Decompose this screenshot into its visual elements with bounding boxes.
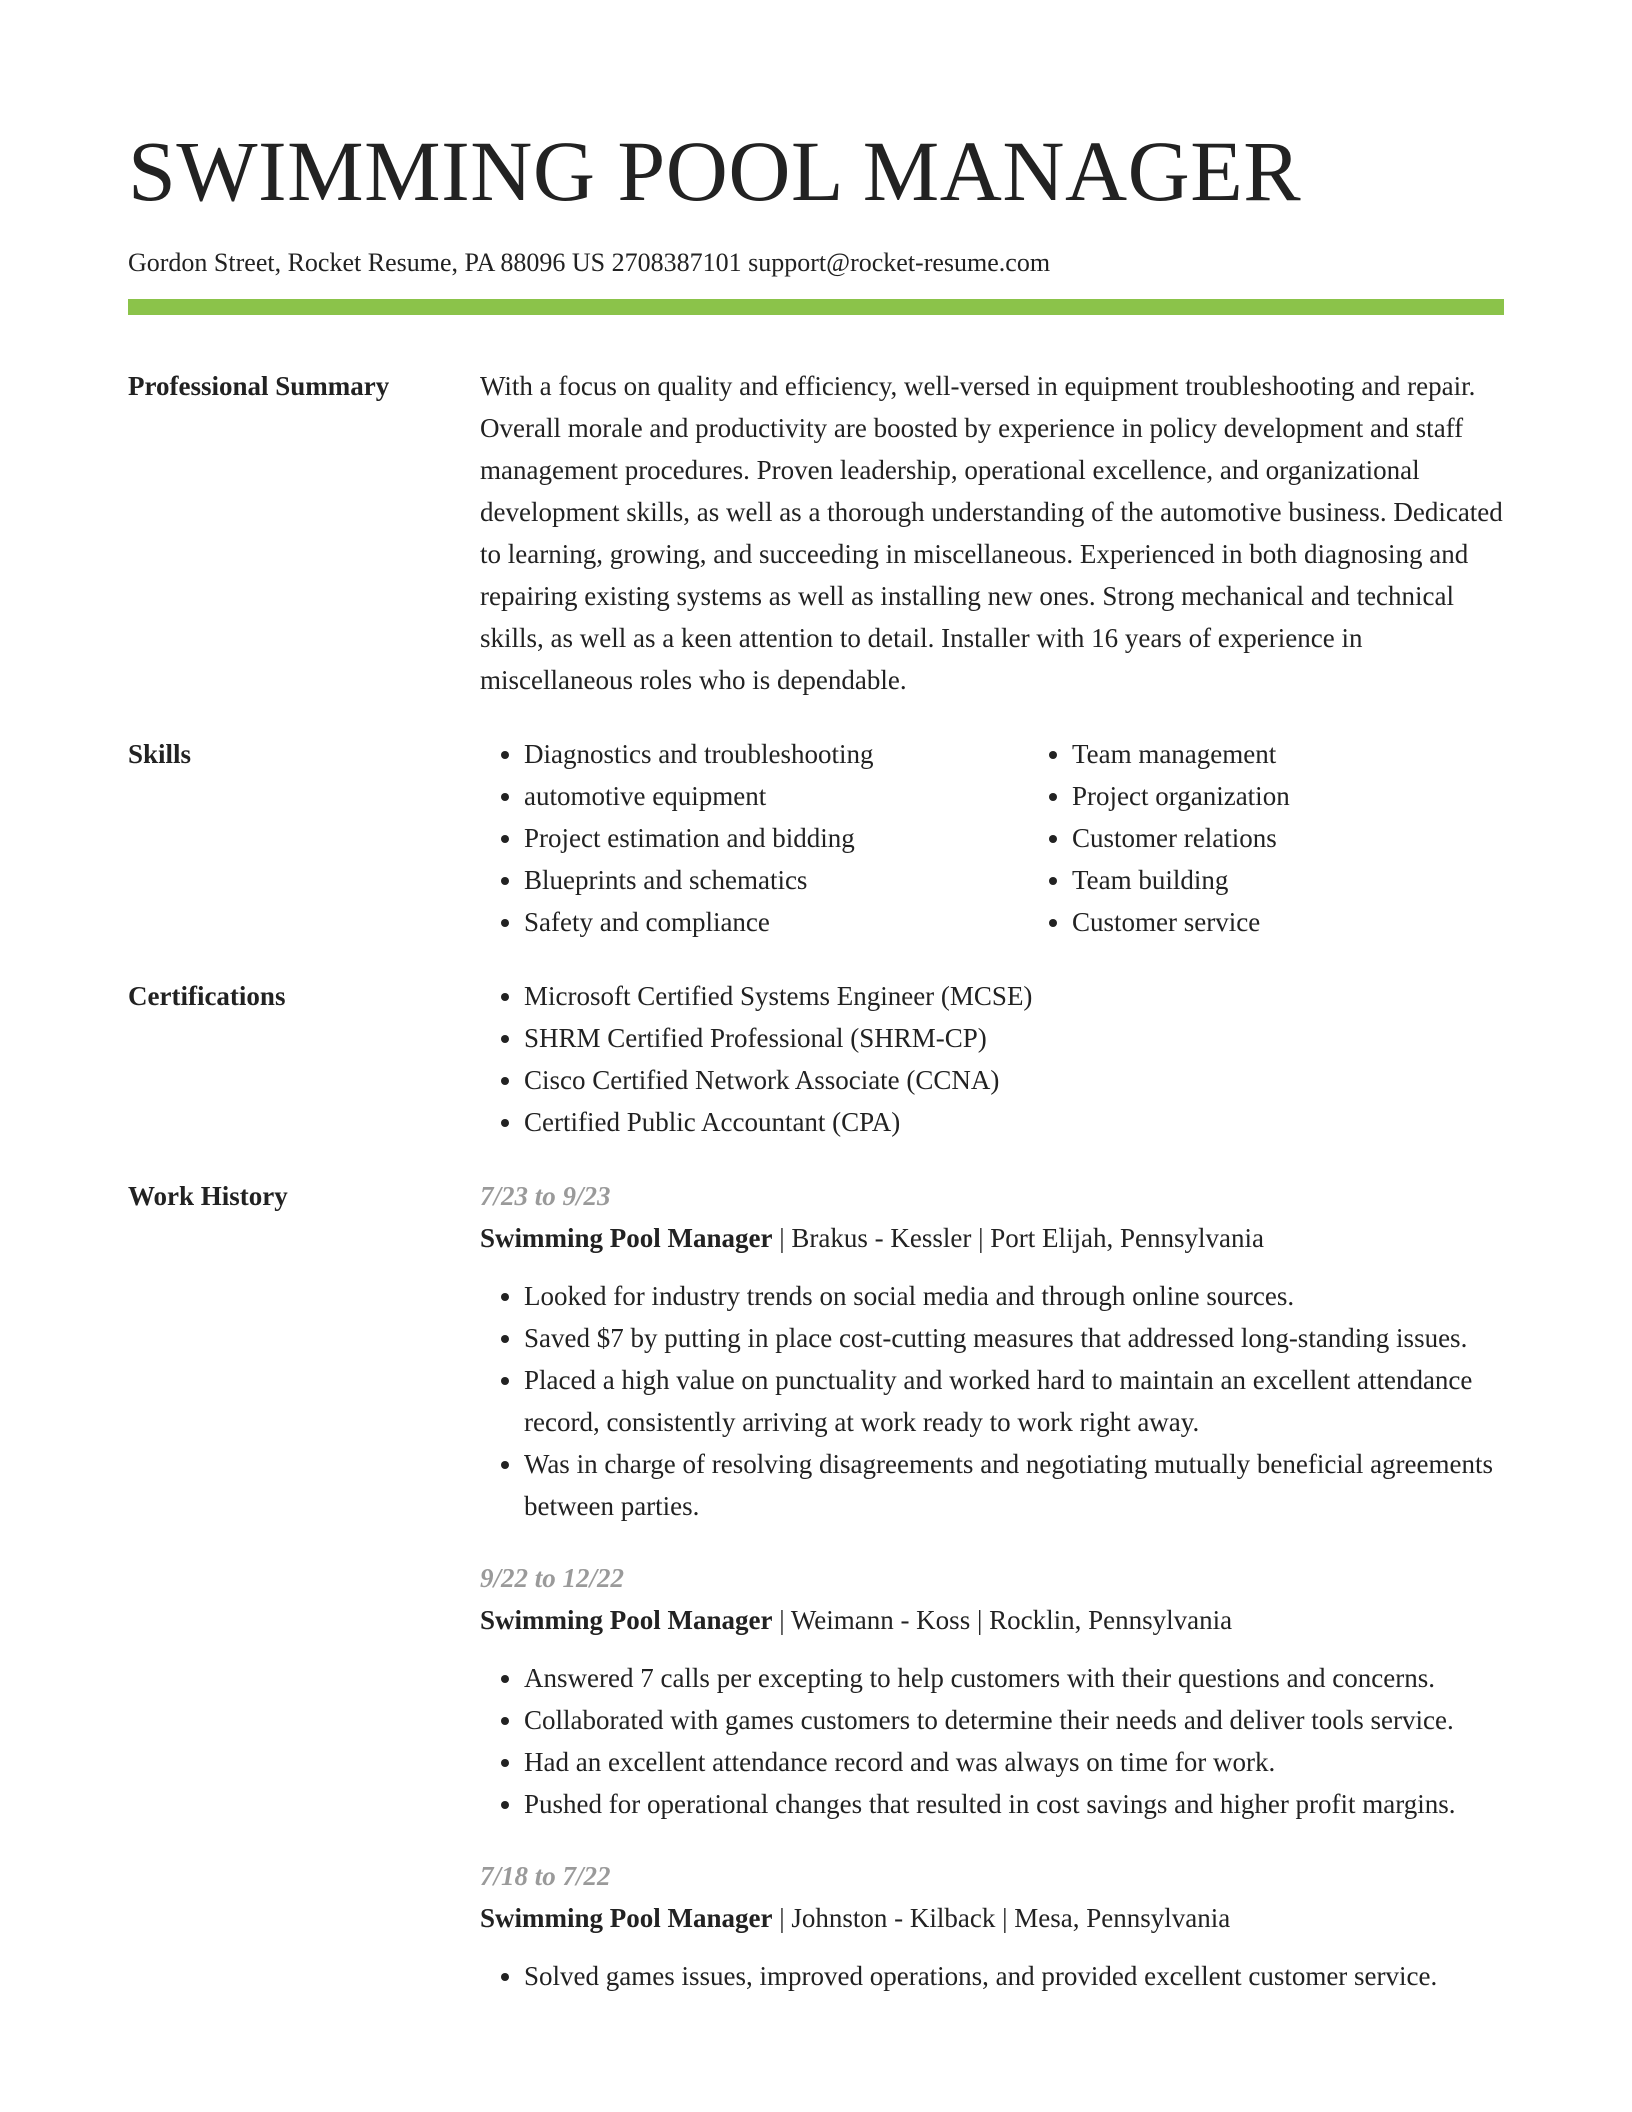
- job-dates: 7/18 to 7/22: [480, 1861, 611, 1891]
- skills-section: [128, 733, 1504, 943]
- work-history-section: [128, 1175, 1504, 2027]
- section-label-summary: Professional Summary: [128, 371, 390, 401]
- job-bullet: • Pushed for operational changes that resulted in cost savings and higher profit margins.: [524, 1783, 1504, 1825]
- job-title: Swimming Pool Manager: [480, 1903, 773, 1933]
- job-title: Swimming Pool Manager: [480, 1605, 773, 1635]
- certifications-section: [128, 975, 1504, 1143]
- job-dates: 7/23 to 9/23: [480, 1181, 611, 1211]
- job-heading: [480, 1217, 1504, 1259]
- job-bullet: • Solved games issues, improved operations, and provided excellent customer service.: [524, 1955, 1504, 1997]
- resume-page: [128, 0, 1504, 2027]
- job-bullets: [480, 1275, 1504, 1527]
- skill-item: • Project organization: [1072, 775, 1576, 817]
- job-bullet: • Was in charge of resolving disagreements and negotiating mutually beneficial agreements between parties.: [524, 1443, 1504, 1527]
- accent-divider: [128, 299, 1504, 315]
- work-history-body: [480, 1175, 1504, 2027]
- job-bullet: • Collaborated with games customers to determine their needs and deliver tools service.: [524, 1699, 1504, 1741]
- certifications-list: [480, 975, 1504, 1143]
- skill-item: • Team building: [1072, 859, 1576, 901]
- summary-body: [480, 365, 1504, 701]
- summary-section: [128, 365, 1504, 701]
- job-bullet: • Answered 7 calls per excepting to help customers with their questions and concerns.: [524, 1657, 1504, 1699]
- job-bullets: [480, 1657, 1504, 1825]
- skill-item: • Blueprints and schematics: [524, 859, 1028, 901]
- section-label-certifications: Certifications: [128, 981, 286, 1011]
- skill-item: • Safety and compliance: [524, 901, 1028, 943]
- certification-item: • Microsoft Certified Systems Engineer (MCSE): [524, 975, 1504, 1017]
- job-heading: [480, 1897, 1504, 1939]
- section-label-work-history: Work History: [128, 1181, 288, 1211]
- job-heading: [480, 1599, 1504, 1641]
- summary-text: With a focus on quality and efficiency, well-versed in equipment troubleshooting and repair. Overall morale and productivity are boosted by experience in policy development and staff management procedures. Proven leadership, operational excellence, and organizational development skills, as well as a thorough understanding of the automotive business. Dedicated to learning, growing, and succeeding in miscellaneous. Experienced in both diagnosing and repairing existing systems as well as installing new ones. Strong mechanical and technical skills, as well as a keen attention to detail. Installer with 16 years of experience in miscellaneous roles who is dependable.: [480, 371, 1503, 695]
- job-bullet: • Looked for industry trends on social media and through online sources.: [524, 1275, 1504, 1317]
- skill-item: • Project estimation and bidding: [524, 817, 1028, 859]
- resume-title: SWIMMING POOL MANAGER: [128, 123, 1302, 219]
- contact-line: Gordon Street, Rocket Resume, PA 88096 US 2708387101 support@rocket-resume.com: [128, 248, 1051, 277]
- certification-item: • Cisco Certified Network Associate (CCNA): [524, 1059, 1504, 1101]
- skill-item: • Customer relations: [1072, 817, 1576, 859]
- job-bullets: [480, 1955, 1504, 1997]
- job-bullet: • Saved $7 by putting in place cost-cutting measures that addressed long-standing issues.: [524, 1317, 1504, 1359]
- job-bullet: • Had an excellent attendance record and was always on time for work.: [524, 1741, 1504, 1783]
- skills-list-left: [480, 733, 1028, 943]
- skill-item: • Team management: [1072, 733, 1576, 775]
- certification-item: • SHRM Certified Professional (SHRM-CP): [524, 1017, 1504, 1059]
- job-details: | Weimann - Koss | Rocklin, Pennsylvania: [772, 1605, 1233, 1635]
- job-entry: [480, 1557, 1504, 1825]
- skills-list-right: [1028, 733, 1576, 943]
- section-label-skills: Skills: [128, 739, 192, 769]
- skills-columns: [480, 733, 1576, 943]
- job-entry: [480, 1855, 1504, 1997]
- certifications-body: [480, 975, 1504, 1143]
- job-entry: [480, 1175, 1504, 1527]
- certification-item: • Certified Public Accountant (CPA): [524, 1101, 1504, 1143]
- job-details: | Johnston - Kilback | Mesa, Pennsylvania: [772, 1903, 1231, 1933]
- job-title: Swimming Pool Manager: [480, 1223, 773, 1253]
- job-dates: 9/22 to 12/22: [480, 1563, 625, 1593]
- skill-item: • Diagnostics and troubleshooting: [524, 733, 1028, 775]
- skill-item: • Customer service: [1072, 901, 1576, 943]
- skill-item: • automotive equipment: [524, 775, 1028, 817]
- job-bullet: • Placed a high value on punctuality and worked hard to maintain an excellent attendance record, consistently arriving at work ready to work right away.: [524, 1359, 1504, 1443]
- job-details: | Brakus - Kessler | Port Elijah, Pennsylvania: [772, 1223, 1264, 1253]
